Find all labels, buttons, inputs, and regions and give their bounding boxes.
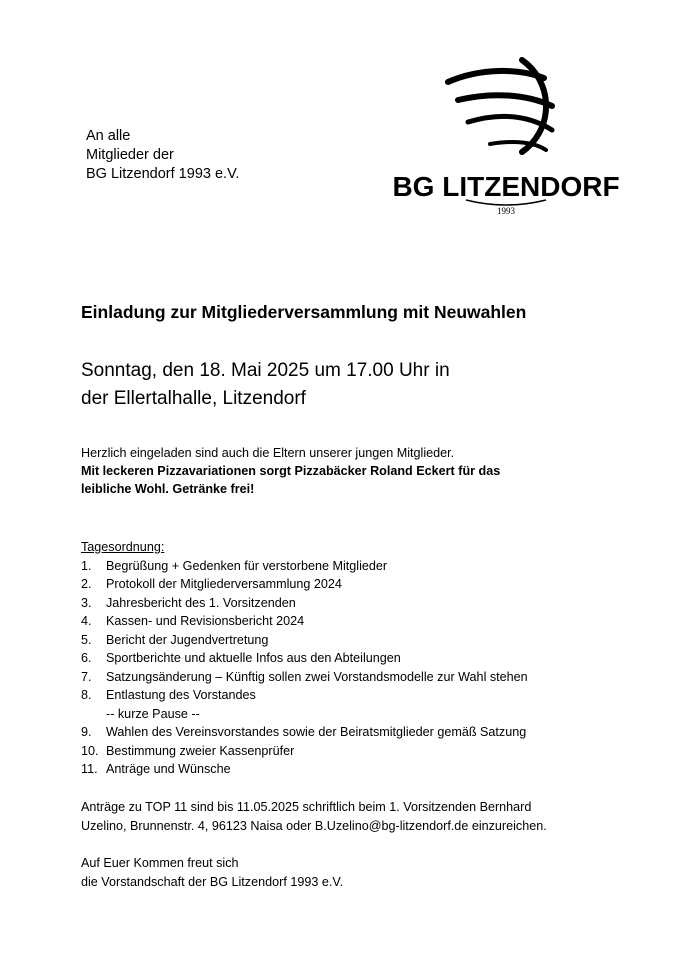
agenda-text: Begrüßung + Gedenken für verstorbene Mitglieder (106, 558, 388, 573)
agenda-number: 3. (81, 595, 92, 610)
agenda-number: 1. (81, 558, 92, 573)
agenda-text: Sportberichte und aktuelle Infos aus den Abteilungen (106, 651, 401, 665)
closing-line: die Vorstandschaft der BG Litzendorf 1993 e.V. (81, 874, 344, 889)
agenda-number: 11. (81, 762, 98, 776)
event-location: der Ellertalhalle, Litzendorf (81, 388, 306, 409)
agenda-item (81, 760, 528, 779)
agenda (81, 538, 528, 779)
agenda-text: Jahresbericht des 1. Vorsitzenden (106, 595, 296, 610)
agenda-title: Tagesordnung: (81, 540, 165, 554)
agenda-text: Satzungsänderung – Künftig sollen zwei Vorstandsmodelle zur Wahl stehen (106, 669, 528, 684)
pizza-note-line: leibliche Wohl. Getränke frei! (81, 482, 255, 496)
agenda-item (81, 594, 528, 613)
agenda-item (81, 557, 528, 576)
event-details (81, 357, 450, 413)
address-line: BG Litzendorf 1993 e.V. (86, 166, 240, 182)
agenda-item (81, 612, 528, 631)
agenda-number: 10. (81, 743, 99, 758)
agenda-text: Bericht der Jugendvertretung (106, 632, 269, 647)
agenda-item (81, 668, 528, 687)
agenda-number: 4. (81, 614, 92, 628)
club-logo (392, 56, 620, 218)
agenda-text: Kassen- und Revisionsbericht 2024 (106, 614, 305, 628)
agenda-item (81, 686, 528, 705)
agenda-number: 5. (81, 632, 92, 647)
closing-signature (81, 854, 343, 891)
agenda-pause: -- kurze Pause -- (106, 706, 200, 721)
agenda-text: Anträge und Wünsche (106, 762, 231, 776)
intro-line: Herzlich eingeladen sind auch die Eltern unserer jungen Mitglieder. (81, 446, 455, 460)
note-line: Uzelino, Brunnenstr. 4, 96123 Naisa oder B.Uzelino@bg-litzendorf.de einzureichen. (81, 818, 547, 833)
agenda-number: 9. (81, 725, 92, 739)
recipient-address (86, 127, 239, 184)
agenda-number: 2. (81, 577, 92, 591)
agenda-item (81, 631, 528, 650)
agenda-number: 6. (81, 651, 92, 665)
logo-wordmark: BG LITZENDORF (392, 171, 620, 202)
event-date-time: Sonntag, den 18. Mai 2025 um 17.00 Uhr in (81, 360, 450, 381)
closing-line: Auf Euer Kommen freut sich (81, 856, 239, 870)
agenda-text: Bestimmung zweier Kassenprüfer (106, 743, 295, 758)
agenda-text: Wahlen des Vereinsvorstandes sowie der Beiratsmitglieder gemäß Satzung (106, 725, 527, 739)
address-line: An alle (86, 128, 131, 144)
agenda-item (81, 742, 528, 761)
agenda-item (81, 649, 528, 668)
pizza-note-line: Mit leckeren Pizzavariationen sorgt Pizzabäcker Roland Eckert für das (81, 464, 501, 478)
agenda-text: Protokoll der Mitgliederversammlung 2024 (106, 577, 342, 591)
logo-year: 1993 (497, 206, 515, 216)
address-line: Mitglieder der (86, 147, 174, 163)
basketball-icon (392, 56, 620, 218)
agenda-item (81, 723, 528, 742)
agenda-number: 8. (81, 688, 92, 702)
invitation-title: Einladung zur Mitgliederversammlung mit Neuwahlen (81, 302, 527, 322)
intro-text (81, 444, 500, 498)
agenda-item (81, 575, 528, 594)
motion-deadline-note (81, 798, 547, 835)
agenda-text: Entlastung des Vorstandes (106, 688, 256, 702)
note-line: Anträge zu TOP 11 sind bis 11.05.2025 schriftlich beim 1. Vorsitzenden Bernhard (81, 800, 532, 814)
agenda-number: 7. (81, 669, 92, 684)
